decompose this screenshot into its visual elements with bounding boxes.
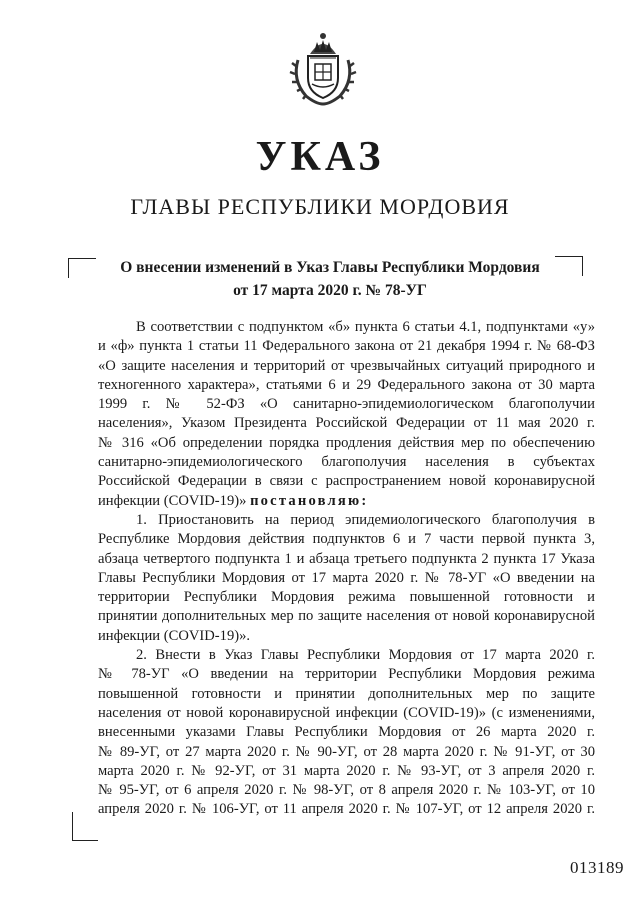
- body-line: повышенной готовности и принятии дополнительных мер по защите: [98, 685, 595, 702]
- body-line: территории Республики Мордовия режима повышенной готовности и: [98, 589, 595, 606]
- body-line: № 89-УГ, от 27 марта 2020 г. № 90-УГ, от 28 марта 2020 г. № 91-УГ, от 30: [98, 743, 595, 760]
- body-line: принятии дополнительных мер по защите населения от новой коронавирусной: [98, 608, 595, 625]
- body-line: техногенного характера», статьями 6 и 29 Федерального закона от 30 марта: [98, 376, 595, 393]
- body-line: Главы Республики Мордовия от 17 марта 2020 г. № 78-УГ «О введении на: [98, 569, 595, 586]
- body-line: Республике Мордовия действия подпунктов 6 и 7 части первой пункта 3,: [98, 531, 595, 548]
- body-line: № 316 «Об определении порядка продления действия мер по обеспечению: [98, 434, 595, 451]
- body-line: санитарно-эпидемиологического благополучия населения в субъектах: [98, 454, 595, 471]
- page-serial-number: 013189: [570, 858, 624, 877]
- body-line-text: инфекции (COVID-19)»: [98, 492, 247, 509]
- body-line: инфекции (COVID-19)».: [98, 627, 251, 644]
- heading-line-2: от 17 марта 2020 г. № 78-УГ: [233, 282, 427, 300]
- heading-bracket-top-left: [68, 258, 96, 259]
- body-line: № 95-УГ, от 6 апреля 2020 г. № 98-УГ, от 8 апреля 2020 г. № 103-УГ, от 10: [98, 782, 595, 799]
- heading-line-1: О внесении изменений в Указ Главы Республики Мордовия: [120, 259, 540, 276]
- body-line: марта 2020 г. № 92-УГ, от 31 марта 2020 г. № 93-УГ, от 3 апреля 2020 г.: [98, 762, 595, 779]
- heading-bracket-right: [582, 256, 583, 276]
- body-line: населения от новой коронавирусной инфекции (COVID-19)» (с изменениями,: [98, 704, 595, 721]
- issuer-subtitle: ГЛАВЫ РЕСПУБЛИКИ МОРДОВИЯ: [130, 194, 510, 219]
- margin-mark-left: [72, 812, 73, 840]
- body-line: 2. Внести в Указ Главы Республики Мордовия от 17 марта 2020 г.: [136, 647, 595, 664]
- body-line: 1. Приостановить на период эпидемиологического благополучия в: [136, 511, 595, 528]
- margin-mark-bottom: [72, 840, 98, 841]
- body-line: апреля 2020 г. № 106-УГ, от 11 апреля 2020 г. № 107-УГ, от 12 апреля 2020 г.: [98, 801, 595, 818]
- document-body: [98, 318, 595, 820]
- body-line: Российской Федерации в связи с распространением новой коронавирусной: [98, 473, 595, 490]
- body-line: № 78-УГ «О введении на территории Республики Мордовия режима: [98, 666, 595, 683]
- body-line: населения», Указом Президента Российской Федерации от 11 мая 2020 г.: [98, 415, 595, 432]
- body-line: В соответствии с подпунктом «б» пункта 6 статьи 4.1, подпунктами «у»: [136, 319, 595, 335]
- body-line: абзаца четвертого подпункта 1 и абзаца третьего подпункта 2 пункта 17 Указа: [98, 550, 595, 567]
- body-line: 1999 г. № 52-ФЗ «О санитарно-эпидемиологическом благополучии: [98, 396, 595, 413]
- document-heading: [100, 256, 560, 303]
- body-line: [98, 492, 595, 511]
- heading-bracket-left: [68, 258, 69, 278]
- body-line: внесенными указами Главы Республики Мордовия от 26 марта 2020 г.: [98, 724, 595, 741]
- coat-of-arms-emblem: [288, 30, 358, 108]
- postanovlyayu-keyword: постановляю:: [250, 492, 369, 509]
- body-line: и «ф» пункта 1 статьи 11 Федерального закона от 21 декабря 1994 г. № 68-ФЗ: [98, 338, 595, 355]
- body-line: «О защите населения и территорий от чрезвычайных ситуаций природного и: [98, 357, 595, 374]
- document-type-title: УКАЗ: [255, 134, 385, 180]
